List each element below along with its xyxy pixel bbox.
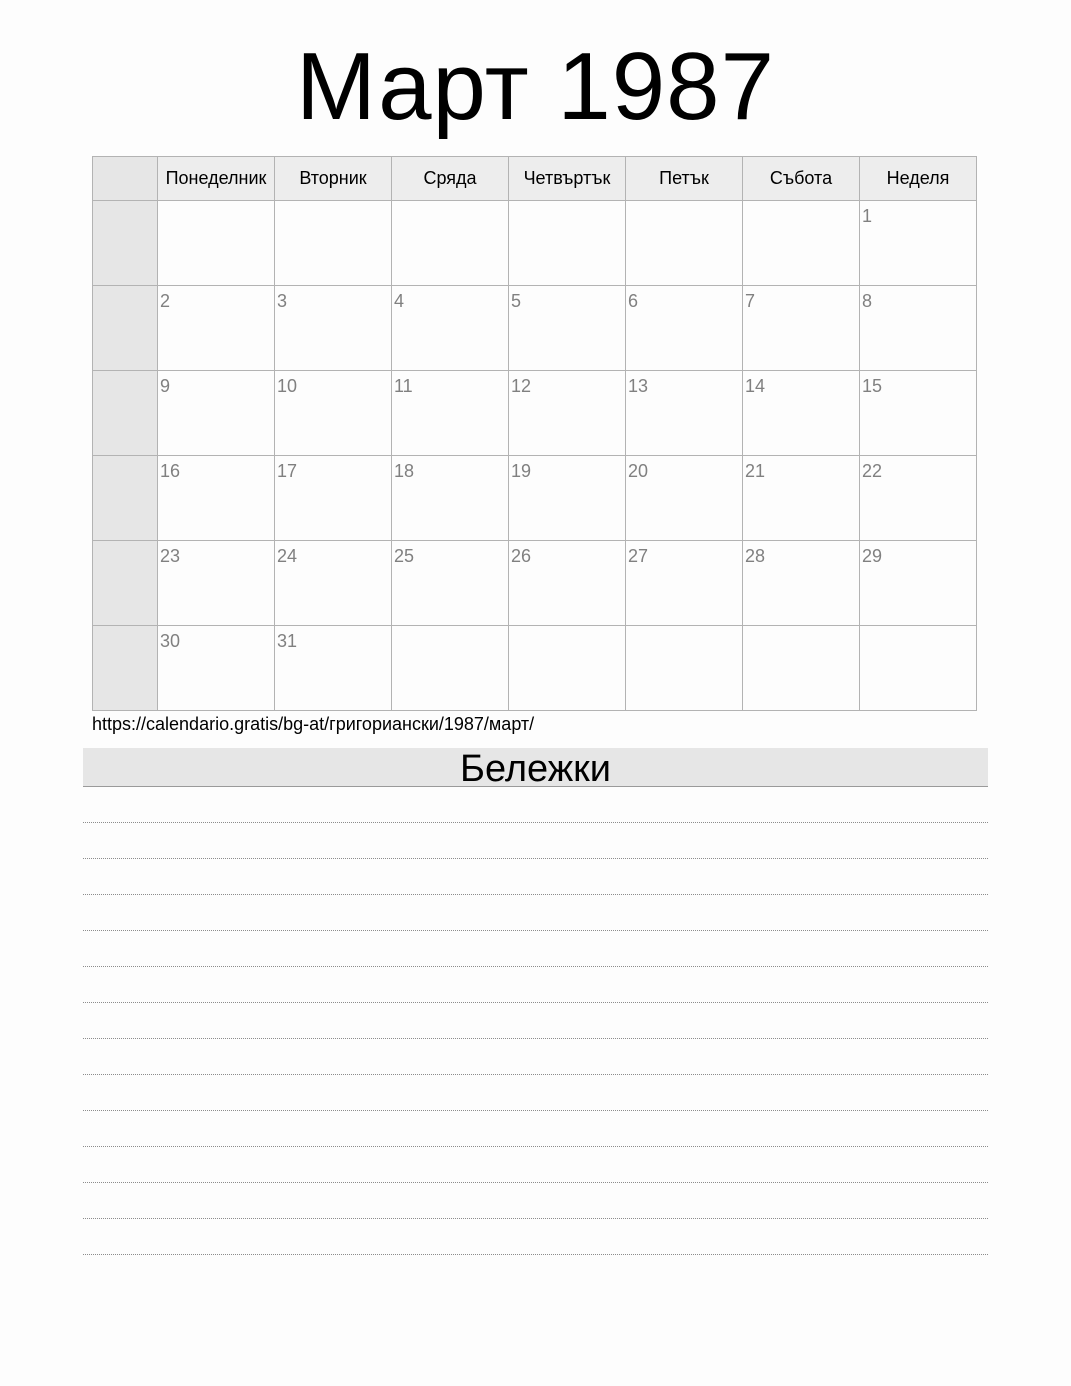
day-cell: [275, 371, 392, 456]
day-cell: [626, 456, 743, 541]
day-cell: [158, 286, 275, 371]
day-cell: [743, 456, 860, 541]
note-line[interactable]: [83, 931, 988, 967]
day-cell: [392, 626, 509, 711]
calendar-title: Март 1987: [296, 33, 775, 140]
day-cell: [860, 541, 977, 626]
weekday-header: Понеделник: [158, 157, 275, 201]
day-cell: [860, 456, 977, 541]
weekday-header: Четвъртък: [509, 157, 626, 201]
weekday-header: Петък: [626, 157, 743, 201]
day-cell: [275, 201, 392, 286]
day-number: [158, 201, 274, 206]
day-cell: [626, 626, 743, 711]
week-row: [93, 456, 977, 541]
week-number-cell: [93, 286, 158, 371]
day-cell: [743, 201, 860, 286]
day-number: [860, 626, 976, 631]
note-line[interactable]: [83, 1003, 988, 1039]
day-cell: [158, 371, 275, 456]
note-line[interactable]: [83, 787, 988, 823]
day-number: 21: [745, 461, 766, 481]
day-cell: [860, 371, 977, 456]
note-line[interactable]: [83, 1039, 988, 1075]
day-number: 3: [277, 291, 288, 311]
day-number: 30: [160, 631, 181, 651]
day-cell: [860, 201, 977, 286]
day-number: [509, 201, 625, 206]
day-number: 12: [511, 376, 532, 396]
day-cell: [158, 201, 275, 286]
day-number: [392, 201, 508, 206]
day-number: [743, 201, 859, 206]
week-row: [93, 201, 977, 286]
note-line[interactable]: [83, 895, 988, 931]
day-number: [392, 626, 508, 631]
day-number: 6: [628, 291, 639, 311]
note-line[interactable]: [83, 1219, 988, 1255]
source-url: https://calendario.gratis/bg-at/григориански/1987/март/: [92, 714, 535, 734]
weekday-header-row: [93, 157, 977, 201]
day-number: 23: [160, 546, 181, 566]
day-number: 28: [745, 546, 766, 566]
day-number: [626, 626, 742, 631]
day-cell: [509, 286, 626, 371]
day-number: 18: [394, 461, 415, 481]
week-number-cell: [93, 541, 158, 626]
note-line[interactable]: [83, 859, 988, 895]
day-number: 14: [745, 376, 766, 396]
day-cell: [158, 456, 275, 541]
day-cell: [509, 626, 626, 711]
day-cell: [743, 371, 860, 456]
day-cell: [743, 286, 860, 371]
calendar-grid: [92, 156, 977, 711]
day-number: 17: [277, 461, 298, 481]
day-number: [275, 201, 391, 206]
week-row: [93, 371, 977, 456]
day-number: 16: [160, 461, 181, 481]
note-line[interactable]: [83, 967, 988, 1003]
notes-lines: [83, 787, 988, 1255]
day-number: 9: [160, 376, 171, 396]
day-number: 29: [862, 546, 883, 566]
week-number-cell: [93, 456, 158, 541]
day-cell: [392, 371, 509, 456]
day-cell: [392, 456, 509, 541]
day-number: [743, 626, 859, 631]
note-line[interactable]: [83, 1183, 988, 1219]
week-row: [93, 541, 977, 626]
day-cell: [275, 456, 392, 541]
day-cell: [509, 201, 626, 286]
day-number: 27: [628, 546, 649, 566]
day-cell: [743, 541, 860, 626]
weekday-header: Неделя: [860, 157, 977, 201]
day-number: 8: [862, 291, 873, 311]
day-cell: [275, 626, 392, 711]
day-cell: [860, 626, 977, 711]
day-number: 19: [511, 461, 532, 481]
day-number: 4: [394, 291, 405, 311]
day-number: 20: [628, 461, 649, 481]
day-number: 11: [394, 376, 413, 396]
week-number-cell: [93, 371, 158, 456]
notes-title: Бележки: [83, 748, 988, 787]
day-number: 26: [511, 546, 532, 566]
day-number: 31: [277, 631, 298, 651]
week-number-cell: [93, 201, 158, 286]
day-number: 24: [277, 546, 298, 566]
day-cell: [275, 541, 392, 626]
day-number: 25: [394, 546, 415, 566]
week-row: [93, 286, 977, 371]
week-number-cell: [93, 626, 158, 711]
weekday-header: Събота: [743, 157, 860, 201]
day-cell: [743, 626, 860, 711]
day-number: [509, 626, 625, 631]
day-cell: [158, 541, 275, 626]
day-number: 5: [511, 291, 522, 311]
day-number: 15: [862, 376, 883, 396]
note-line[interactable]: [83, 1147, 988, 1183]
day-cell: [509, 541, 626, 626]
day-cell: [158, 626, 275, 711]
day-cell: [275, 286, 392, 371]
day-cell: [626, 286, 743, 371]
day-number: 2: [160, 291, 171, 311]
day-cell: [392, 201, 509, 286]
day-cell: [509, 456, 626, 541]
weekday-header: Вторник: [275, 157, 392, 201]
week-number-header: [93, 157, 158, 201]
note-line[interactable]: [83, 1075, 988, 1111]
week-row: [93, 626, 977, 711]
day-number: 22: [862, 461, 883, 481]
day-cell: [626, 201, 743, 286]
weekday-header: Сряда: [392, 157, 509, 201]
note-line[interactable]: [83, 1111, 988, 1147]
day-number: 7: [745, 291, 756, 311]
day-cell: [626, 371, 743, 456]
day-number: [626, 201, 742, 206]
day-cell: [509, 371, 626, 456]
day-cell: [392, 286, 509, 371]
day-cell: [860, 286, 977, 371]
day-number: 1: [862, 206, 873, 226]
day-cell: [392, 541, 509, 626]
day-cell: [626, 541, 743, 626]
day-number: 13: [628, 376, 649, 396]
note-line[interactable]: [83, 823, 988, 859]
day-number: 10: [277, 376, 298, 396]
